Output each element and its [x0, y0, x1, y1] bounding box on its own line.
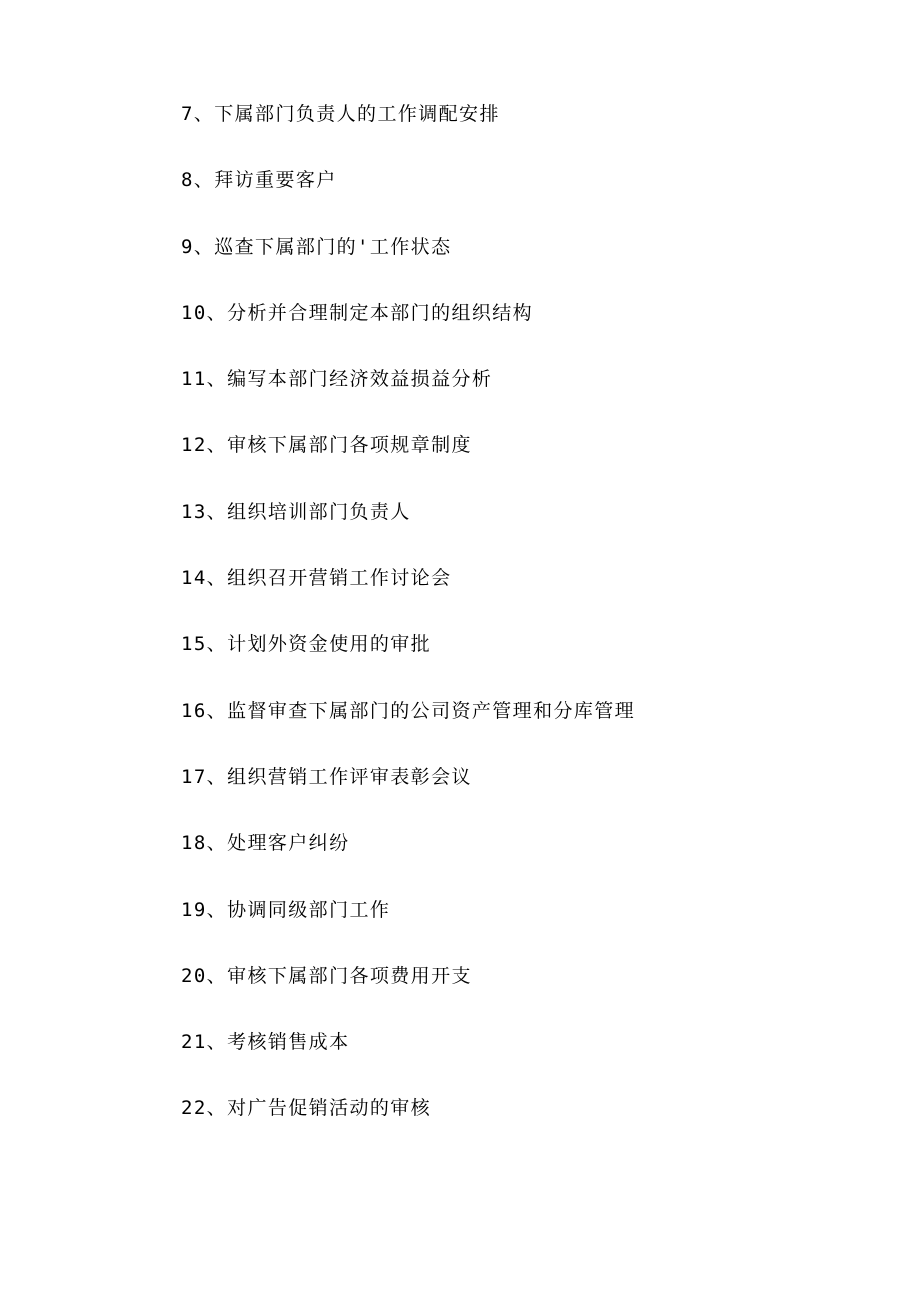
list-item: 22、对广告促销活动的审核 — [181, 1097, 432, 1120]
list-item: 8、拜访重要客户 — [181, 169, 337, 192]
list-item: 7、下属部门负责人的工作调配安排 — [181, 103, 500, 125]
list-item: 15、计划外资金使用的审批 — [181, 633, 432, 656]
list-item: 11、编写本部门经济效益损益分析 — [181, 368, 493, 391]
list-item: 10、分析并合理制定本部门的组织结构 — [181, 301, 534, 324]
list-item: 17、组织营销工作评审表彰会议 — [181, 765, 472, 788]
list-item: 12、审核下属部门各项规章制度 — [181, 434, 472, 457]
list-item: 20、审核下属部门各项费用开支 — [181, 964, 472, 987]
list-item: 14、组织召开营销工作讨论会 — [181, 567, 452, 590]
list-item: 19、协调同级部门工作 — [181, 898, 391, 921]
list-item: 21、考核销售成本 — [181, 1031, 350, 1054]
list-item: 18、处理客户纠纷 — [181, 832, 350, 855]
duty-list — [181, 97, 635, 1158]
list-item: 16、监督审查下属部门的公司资产管理和分库管理 — [181, 699, 636, 722]
list-item: 13、组织培训部门负责人 — [181, 500, 411, 523]
list-item: 9、巡查下属部门的'工作状态 — [181, 235, 452, 258]
